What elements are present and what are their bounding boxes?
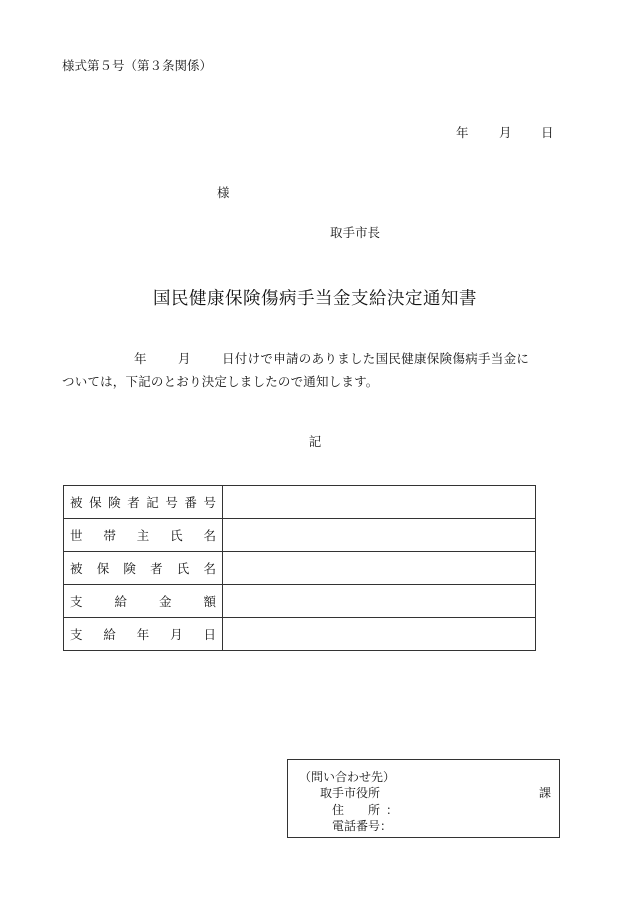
table-label-char: 者	[150, 561, 163, 576]
payment-date-row	[64, 618, 536, 651]
table-label-cell	[64, 486, 223, 519]
table-value-cell[interactable]	[223, 552, 536, 585]
table-value-cell[interactable]	[223, 618, 536, 651]
issuer-name: 取手市長	[330, 225, 381, 240]
table-label-char: 名	[203, 561, 216, 576]
date-year-label: 年	[456, 125, 469, 140]
ki-heading: 記	[308, 434, 322, 449]
table-label-char: 日	[203, 627, 216, 642]
form-number: 様式第５号（第３条関係）	[62, 58, 213, 73]
insured-name-row	[64, 552, 536, 585]
table-label	[70, 625, 216, 643]
table-label-char: 年	[136, 627, 150, 642]
body-text-line1: 日付けで申請のありました国民健康保険傷病手当金に	[222, 351, 530, 366]
table-label-cell	[64, 552, 223, 585]
table-label	[70, 559, 216, 577]
contact-office: 取手市役所	[320, 786, 381, 800]
table-label-char: 月	[170, 627, 183, 642]
contact-box	[287, 759, 560, 838]
details-table	[63, 485, 536, 651]
table-value-cell[interactable]	[223, 519, 536, 552]
table-label-char: 険	[108, 495, 121, 510]
household-head-row	[64, 519, 536, 552]
table-value-cell[interactable]	[223, 486, 536, 519]
addressee-honorific: 様	[217, 185, 230, 200]
contact-phone-label: 電話番号：	[332, 819, 393, 833]
table-label-char: 被	[70, 561, 83, 576]
date-day-label: 日	[541, 125, 554, 140]
table-label-char: 帯	[103, 528, 116, 543]
table-label-char: 号	[203, 495, 216, 510]
payment-amount-row	[64, 585, 536, 618]
table-label-char: 保	[96, 561, 110, 576]
contact-address-colon: ：	[386, 803, 399, 817]
contact-address-label: 住 所	[332, 803, 381, 817]
table-label-cell	[64, 585, 223, 618]
table-label-cell	[64, 618, 223, 651]
body-year-label: 年	[134, 351, 147, 366]
table-label-char: 給	[114, 594, 127, 609]
insured-number-row	[64, 486, 536, 519]
table-label	[70, 592, 216, 610]
contact-department-suffix: 課	[539, 786, 552, 800]
table-label-char: 号	[165, 495, 178, 510]
table-label-char: 記	[146, 495, 159, 510]
table-label-char: 番	[184, 495, 197, 510]
table-value-cell[interactable]	[223, 585, 536, 618]
table-label	[70, 493, 216, 511]
table-label	[70, 526, 216, 544]
table-label-char: 世	[70, 528, 83, 543]
contact-heading: （問い合わせ先）	[299, 770, 396, 784]
table-label-char: 主	[136, 528, 150, 543]
table-label-char: 給	[103, 627, 116, 642]
table-label-char: 険	[123, 561, 136, 576]
table-label-cell	[64, 519, 223, 552]
table-label-char: 名	[203, 528, 216, 543]
table-label-char: 被	[70, 495, 83, 510]
table-label-char: 金	[158, 594, 172, 609]
document-title: 国民健康保険傷病手当金支給決定通知書	[153, 289, 477, 309]
date-month-label: 月	[499, 125, 512, 140]
table-label-char: 支	[70, 594, 83, 609]
table-label-char: 者	[127, 495, 140, 510]
body-month-label: 月	[178, 351, 191, 366]
table-label-char: 支	[70, 627, 83, 642]
body-text-line2: ついては，下記のとおり決定しましたので通知します。	[62, 374, 379, 389]
table-label-char: 保	[89, 495, 102, 510]
table-label-char: 氏	[170, 528, 183, 543]
table-label-char: 額	[203, 594, 216, 609]
table-label-char: 氏	[176, 561, 190, 576]
